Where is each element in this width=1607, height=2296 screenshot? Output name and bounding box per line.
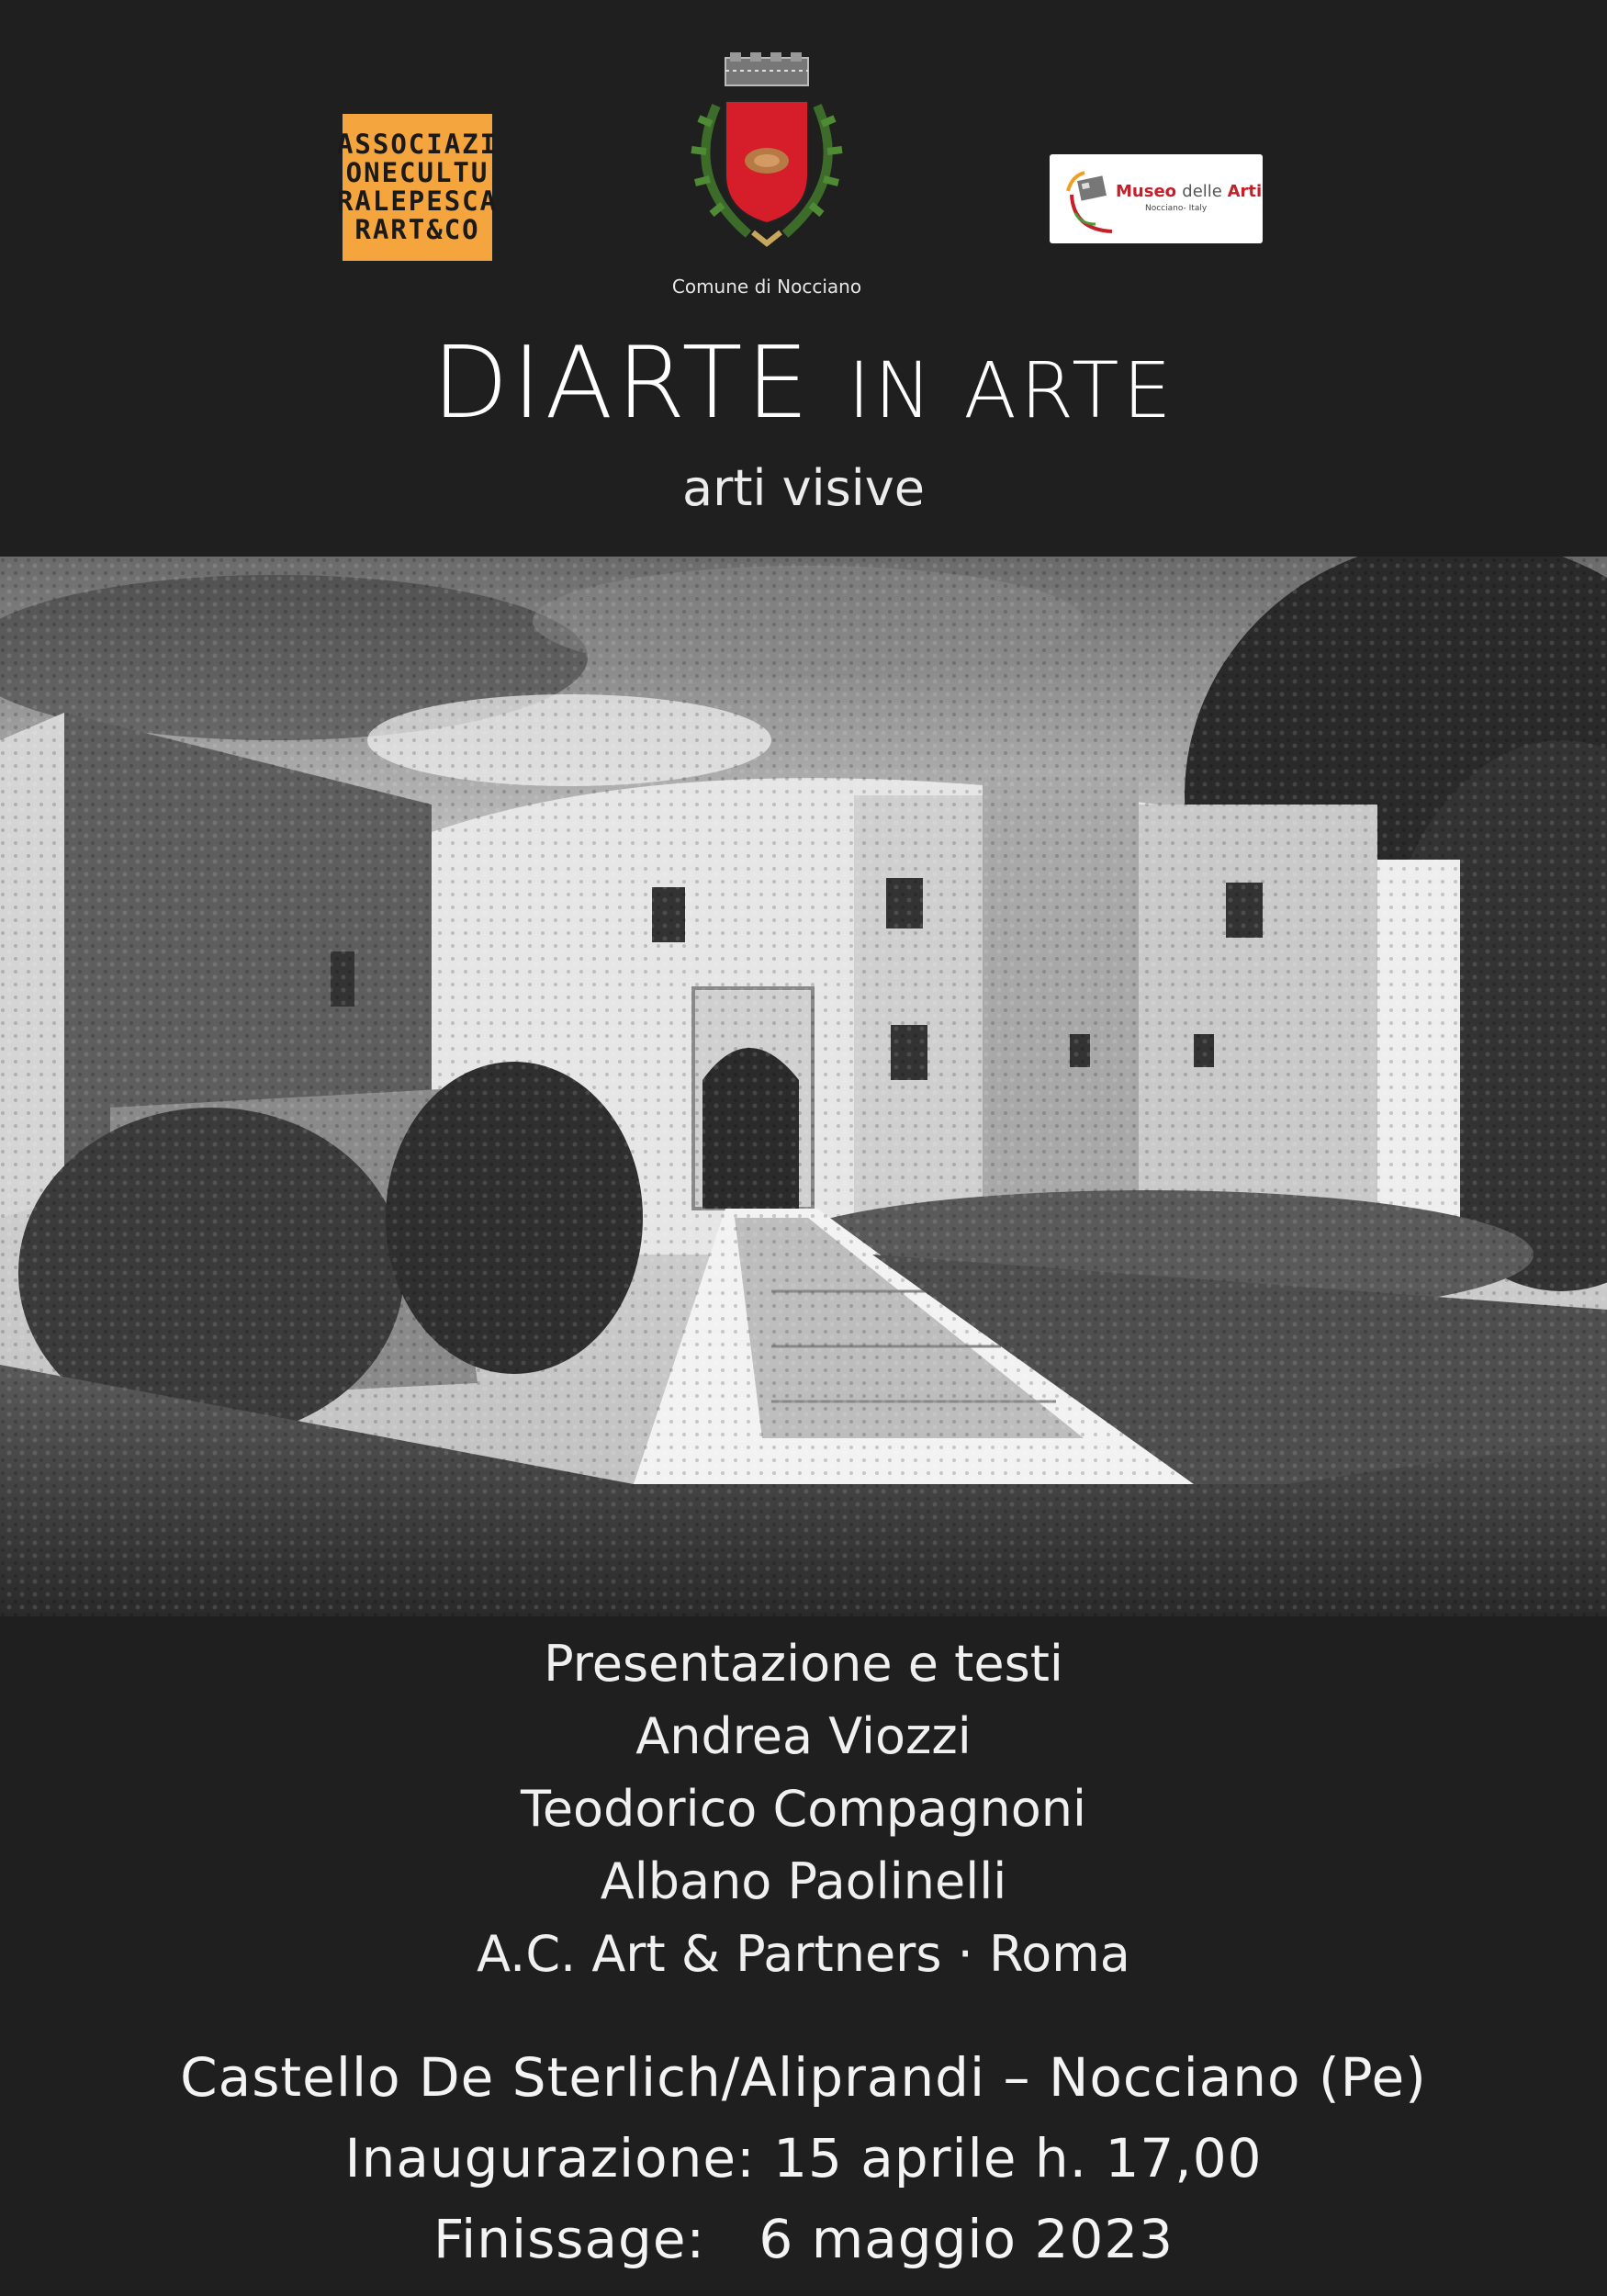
venue-block	[0, 2037, 1607, 2279]
poster-title	[0, 326, 1607, 445]
poster-subtitle: arti visive	[682, 459, 925, 517]
venue-opening: Inaugurazione: 15 aprile h. 17,00	[344, 2127, 1263, 2189]
association-logo-line: RART&CO	[354, 214, 480, 245]
title-rest: IN ARTE	[848, 345, 1175, 435]
association-logo-line: ASSOCIAZI	[336, 129, 499, 160]
museo-emblem-icon	[1055, 158, 1119, 241]
castle-illustration	[0, 557, 1607, 1616]
museo-subtitle: Nocciano- Italy	[1145, 204, 1208, 213]
museo-name	[1116, 182, 1262, 201]
title-main: DIARTE	[432, 326, 813, 441]
credits-block	[0, 1627, 1607, 1990]
comune-crest-icon	[675, 51, 859, 262]
association-logo-line: RALEPESCA	[336, 186, 499, 217]
museo-name-brand: Museo	[1116, 182, 1177, 201]
credits-line: Andrea Viozzi	[635, 1707, 972, 1765]
comune-caption: Comune di Nocciano	[671, 276, 862, 298]
credits-line: Teodorico Compagnoni	[521, 1780, 1086, 1838]
credits-line: Albano Paolinelli	[600, 1852, 1007, 1910]
museo-name-end: Arti	[1227, 182, 1263, 201]
museo-name-rest: delle	[1182, 182, 1228, 201]
venue-closing: Finissage: 6 maggio 2023	[433, 2208, 1174, 2270]
venue-location: Castello De Sterlich/Aliprandi – Nocciano (Pe)	[180, 2046, 1427, 2109]
association-logo	[336, 114, 499, 261]
museo-delle-arti-logo	[1050, 154, 1263, 243]
credits-line: A.C. Art & Partners · Roma	[477, 1925, 1130, 1983]
credits-line: Presentazione e testi	[544, 1635, 1063, 1693]
association-logo-line: ONECULTU	[345, 157, 489, 188]
poster-header	[0, 0, 1607, 557]
